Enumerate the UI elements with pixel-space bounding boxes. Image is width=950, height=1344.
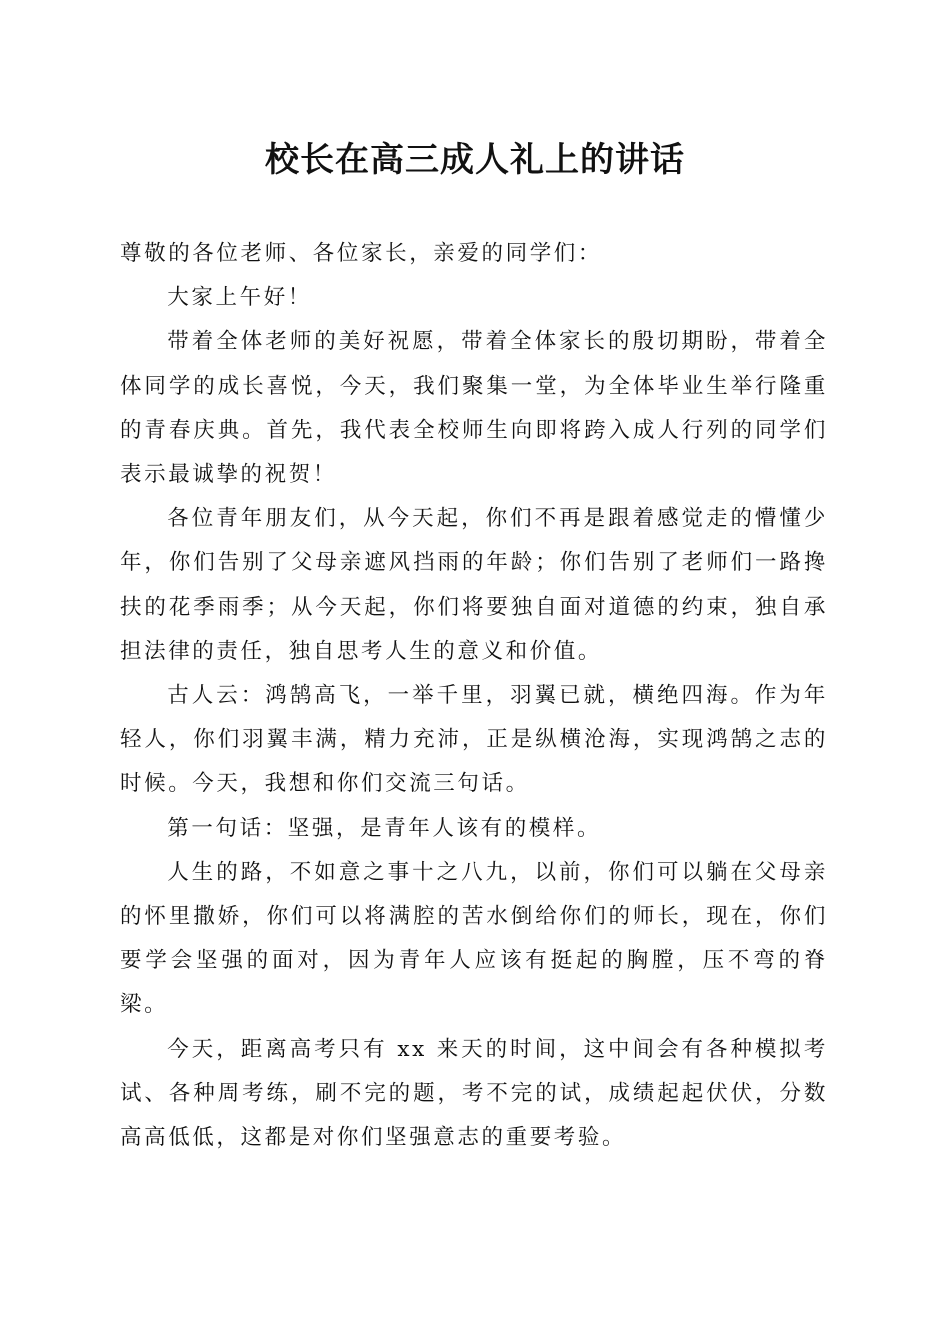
paragraph-greeting: 大家上午好！ [167,285,312,311]
paragraph-youth: 各位青年朋友们，从今天起，你们不再是跟着感觉走的懵懂少年，你们告别了父母亲遮风挡雨的年龄；你们告别了老师们一路搀扶的花季雨季；从今天起，你们将要独自面对道德的约束，独自承担法律的责任，独自思考人生的意义和价值。 [120,506,828,664]
document-title: 校长在高三成人礼上的讲话 [265,140,685,180]
paragraph-exam: 今天，距离高考只有 xx 来天的时间，这中间会有各种模拟考试、各种周考练，刷不完的题，考不完的试，成绩起起伏伏，分数高高低低，这都是对你们坚强意志的重要考验。 [120,1036,828,1151]
paragraph-first-point: 第一句话：坚强，是青年人该有的模样。 [167,815,602,841]
paragraph-life-path: 人生的路，不如意之事十之八九，以前，你们可以躺在父母亲的怀里撒娇，你们可以将满腔的苦水倒给你们的师长，现在，你们要学会坚强的面对，因为青年人应该有挺起的胸膛，压不弯的脊梁。 [120,859,828,1018]
paragraph-opening: 带着全体老师的美好祝愿，带着全体家长的殷切期盼，带着全体同学的成长喜悦，今天，我们聚集一堂，为全体毕业生举行隆重的青春庆典。首先，我代表全校师生向即将跨入成人行列的同学们表示最诚挚的祝贺！ [120,329,828,488]
salutation: 尊敬的各位老师、各位家长，亲爱的同学们： [120,241,603,266]
paragraph-ancient-quote: 古人云：鸿鹄高飞，一举千里，羽翼已就，横绝四海。作为年轻人，你们羽翼丰满，精力充沛，正是纵横沧海，实现鸿鹄之志的时候。今天，我想和你们交流三句话。 [120,683,828,797]
document-body [120,232,828,1160]
